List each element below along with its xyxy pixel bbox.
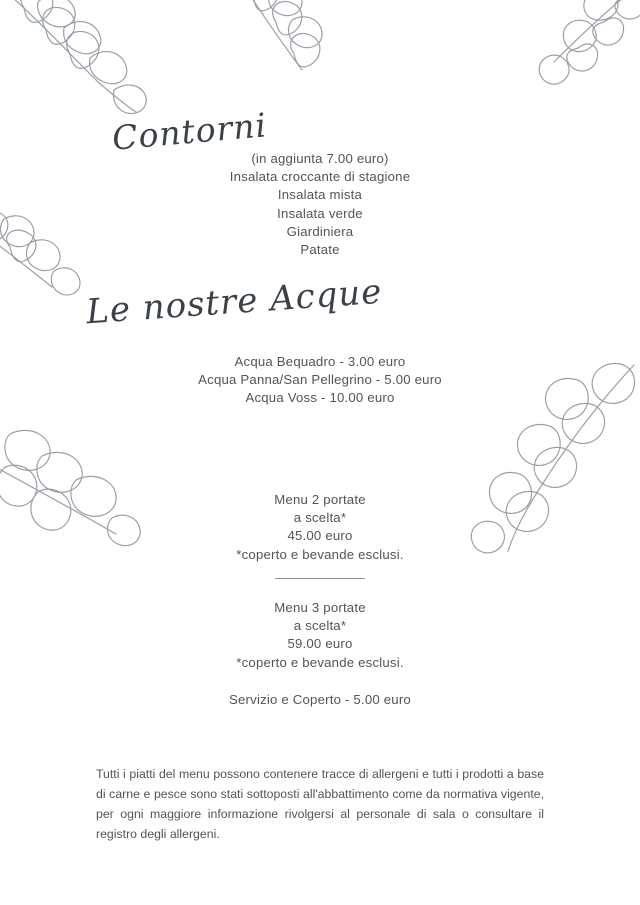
menu-2-choice: a scelta* xyxy=(293,510,347,526)
servizio-line: Servizio e Coperto - 5.00 euro xyxy=(229,692,411,707)
menu-3-title: Menu 3 portate xyxy=(274,600,366,615)
list-item: Acqua Panna/San Pellegrino - 5.00 euro xyxy=(198,372,442,388)
menu-2-portate xyxy=(0,491,640,564)
section-heading-contorni: Contorni xyxy=(110,105,269,158)
leaf-branch-top-right-icon xyxy=(500,0,640,102)
contorni-list xyxy=(0,150,640,259)
list-item: Acqua Bequadro - 3.00 euro xyxy=(234,354,406,369)
list-item: Insalata mista xyxy=(277,187,363,203)
acque-list xyxy=(0,353,640,408)
list-item: Insalata croccante di stagione xyxy=(229,169,411,185)
menu-2-title: Menu 2 portate xyxy=(274,492,366,507)
list-item: Insalata verde xyxy=(277,205,363,221)
menu-3-note: *coperto e bevande esclusi. xyxy=(236,654,404,670)
menu-2-note: *coperto e bevande esclusi. xyxy=(236,546,404,562)
section-divider xyxy=(275,578,365,579)
list-item: Acqua Voss - 10.00 euro xyxy=(245,390,395,406)
leaf-branch-top-center-icon xyxy=(236,0,356,98)
list-item: Giardiniera xyxy=(286,223,354,239)
servizio-e-coperto xyxy=(0,691,640,709)
list-item: Patate xyxy=(300,242,340,258)
contorni-note: (in aggiunta 7.00 euro) xyxy=(251,151,389,166)
menu-3-choice: a scelta* xyxy=(293,618,347,634)
menu-2-price: 45.00 euro xyxy=(287,528,353,544)
allergen-note: Tutti i piatti del menu possono contenere tracce di allergeni e tutti i prodotti a base di carne e pesce sono stati sottoposti all'abbattimento come da normativa vigente, per ogni maggiore informazione rivolgersi al personale di sala o consultare il registro degli allergeni. xyxy=(96,767,544,841)
menu-3-portate xyxy=(0,599,640,672)
menu-3-price: 59.00 euro xyxy=(287,636,353,652)
section-heading-acque: Le nostre Acque xyxy=(84,271,384,333)
leaf-branch-top-left-icon xyxy=(0,0,174,126)
